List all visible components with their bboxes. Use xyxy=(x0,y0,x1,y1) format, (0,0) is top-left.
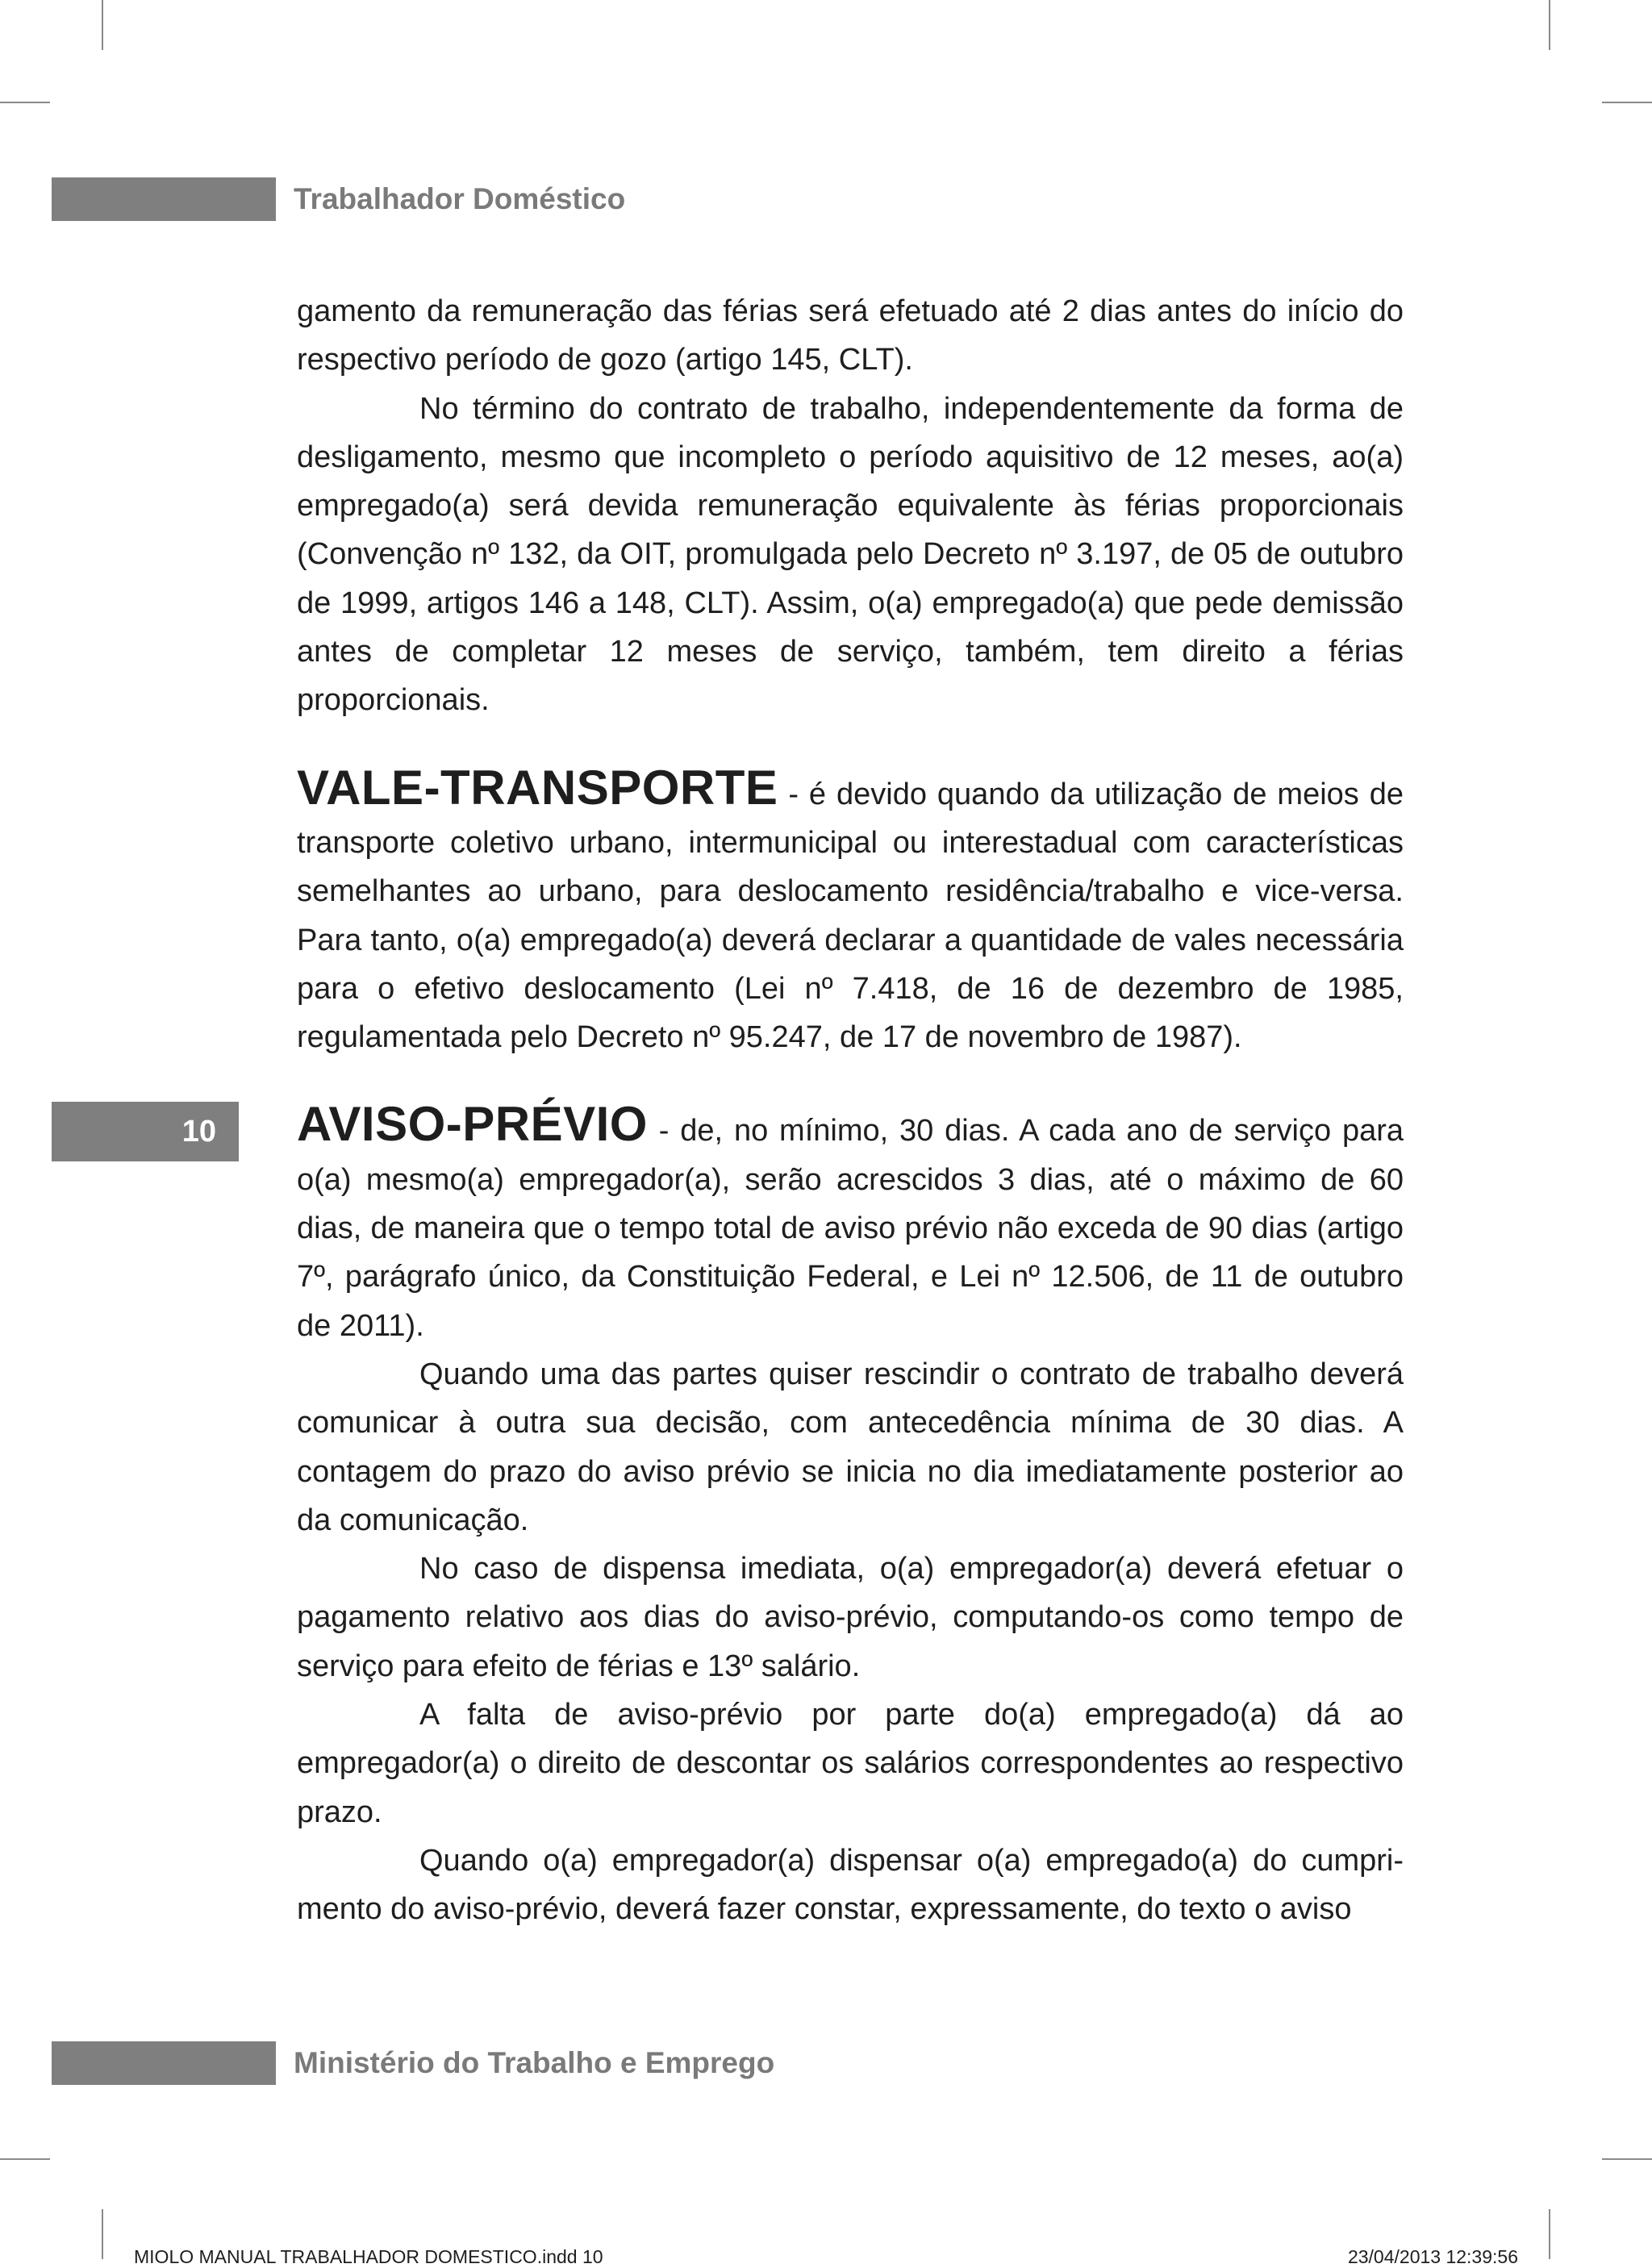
vale-transporte-heading: VALE-TRANSPORTE xyxy=(297,760,778,815)
vale-transporte-section xyxy=(297,760,1404,1062)
footer-bar xyxy=(52,2041,276,2085)
crop-mark-left-bottom xyxy=(0,2158,50,2160)
slug-datetime: 23/04/2013 12:39:56 xyxy=(1347,2246,1518,2267)
aviso-previo-heading: AVISO-PRÉVIO xyxy=(297,1097,648,1152)
paragraph: gamento da remuneração das férias será efetuado até 2 dias antes do início do respectivo período de gozo (artigo 145, CLT). xyxy=(297,294,1404,377)
paragraph: Quando uma das partes quiser rescindir o contrato de trabalho deverá comunicar à outra sua decisão, com antecedência mínima de 30 dias. A contagem do prazo do aviso prévio se inicia no dia imediatamente posterior ao da comunicação. xyxy=(297,1357,1404,1537)
crop-mark-top-left xyxy=(102,0,103,50)
crop-mark-right-bottom xyxy=(1602,2158,1652,2160)
paragraph: No caso de dispensa imediata, o(a) empregador(a) deverá efetuar o pagamento relativo aos dias do aviso-prévio, computando-os como tempo de serviço para efeito de férias e 13º salário. xyxy=(297,1552,1404,1683)
crop-mark-left-top xyxy=(0,102,50,103)
page-number: 10 xyxy=(52,1102,239,1161)
body-text xyxy=(297,287,1404,1934)
header-bar xyxy=(52,177,276,221)
paragraph: Quando o(a) empregador(a) dispensar o(a) empregado(a) do cumprimento do aviso-prévio, deverá fazer constar, expressamente, do texto o aviso xyxy=(297,1843,1404,1927)
running-header-title: Trabalhador Doméstico xyxy=(294,182,626,215)
aviso-previo-section xyxy=(297,1097,1404,1349)
paragraph: No término do contrato de trabalho, independentemente da forma de desligamento, mesmo que incompleto o período aquisitivo de 12 meses, ao(a) empregado(a) será devida remuneração equivalente às férias proporcionais (Convenção nº 132, da OIT, promulgada pelo Decreto nº 3.197, de 05 de outubro de 1999, artigos 146 a 148, CLT). Assim, o(a) empregado(a) que pede demissão antes de completar 12 meses de serviço, também, tem direito a férias proporcionais. xyxy=(297,391,1404,718)
crop-mark-right-top xyxy=(1602,102,1652,103)
vale-transporte-text: - é devido quando da utilização de meios de transporte coletivo urbano, intermunicipal ou interestadual com características semelhantes ao urbano, para deslocamento residência/trabalho e vice-versa. Para tanto, o(a) empregado(a) deverá declarar a quantidade de vales necessária para o efetivo deslocamento (Lei nº 7.418, de 16 de dezembro de 1985, regulamentada pelo Decreto nº 95.247, de 17 de novembro de 1987). xyxy=(297,777,1404,1055)
section-gap xyxy=(297,1061,1404,1100)
crop-mark-top-right xyxy=(1549,0,1550,50)
aviso-previo-text: - de, no mínimo, 30 dias. A cada ano de serviço para o(a) mesmo(a) empregador(a), serão acrescidos 3 dias, até o máximo de 60 dias, de maneira que o tempo total de aviso prévio não exceda de 90 dias (artigo 7º, parágrafo único, da Constituição Federal, e Lei nº 12.506, de 11 de outubro de 2011). xyxy=(297,1114,1404,1343)
crop-mark-bottom-right xyxy=(1549,2209,1550,2259)
section-gap xyxy=(297,725,1404,764)
running-footer-title: Ministério do Trabalho e Emprego xyxy=(294,2046,775,2079)
slug-filename: MIOLO MANUAL TRABALHADOR DOMESTICO.indd 10 xyxy=(134,2246,603,2267)
paragraph: A falta de aviso-prévio por parte do(a) empregado(a) dá ao empregador(a) o direito de descontar os salários correspondentes ao respectivo prazo. xyxy=(297,1698,1404,1829)
crop-mark-bottom-left xyxy=(102,2209,103,2259)
